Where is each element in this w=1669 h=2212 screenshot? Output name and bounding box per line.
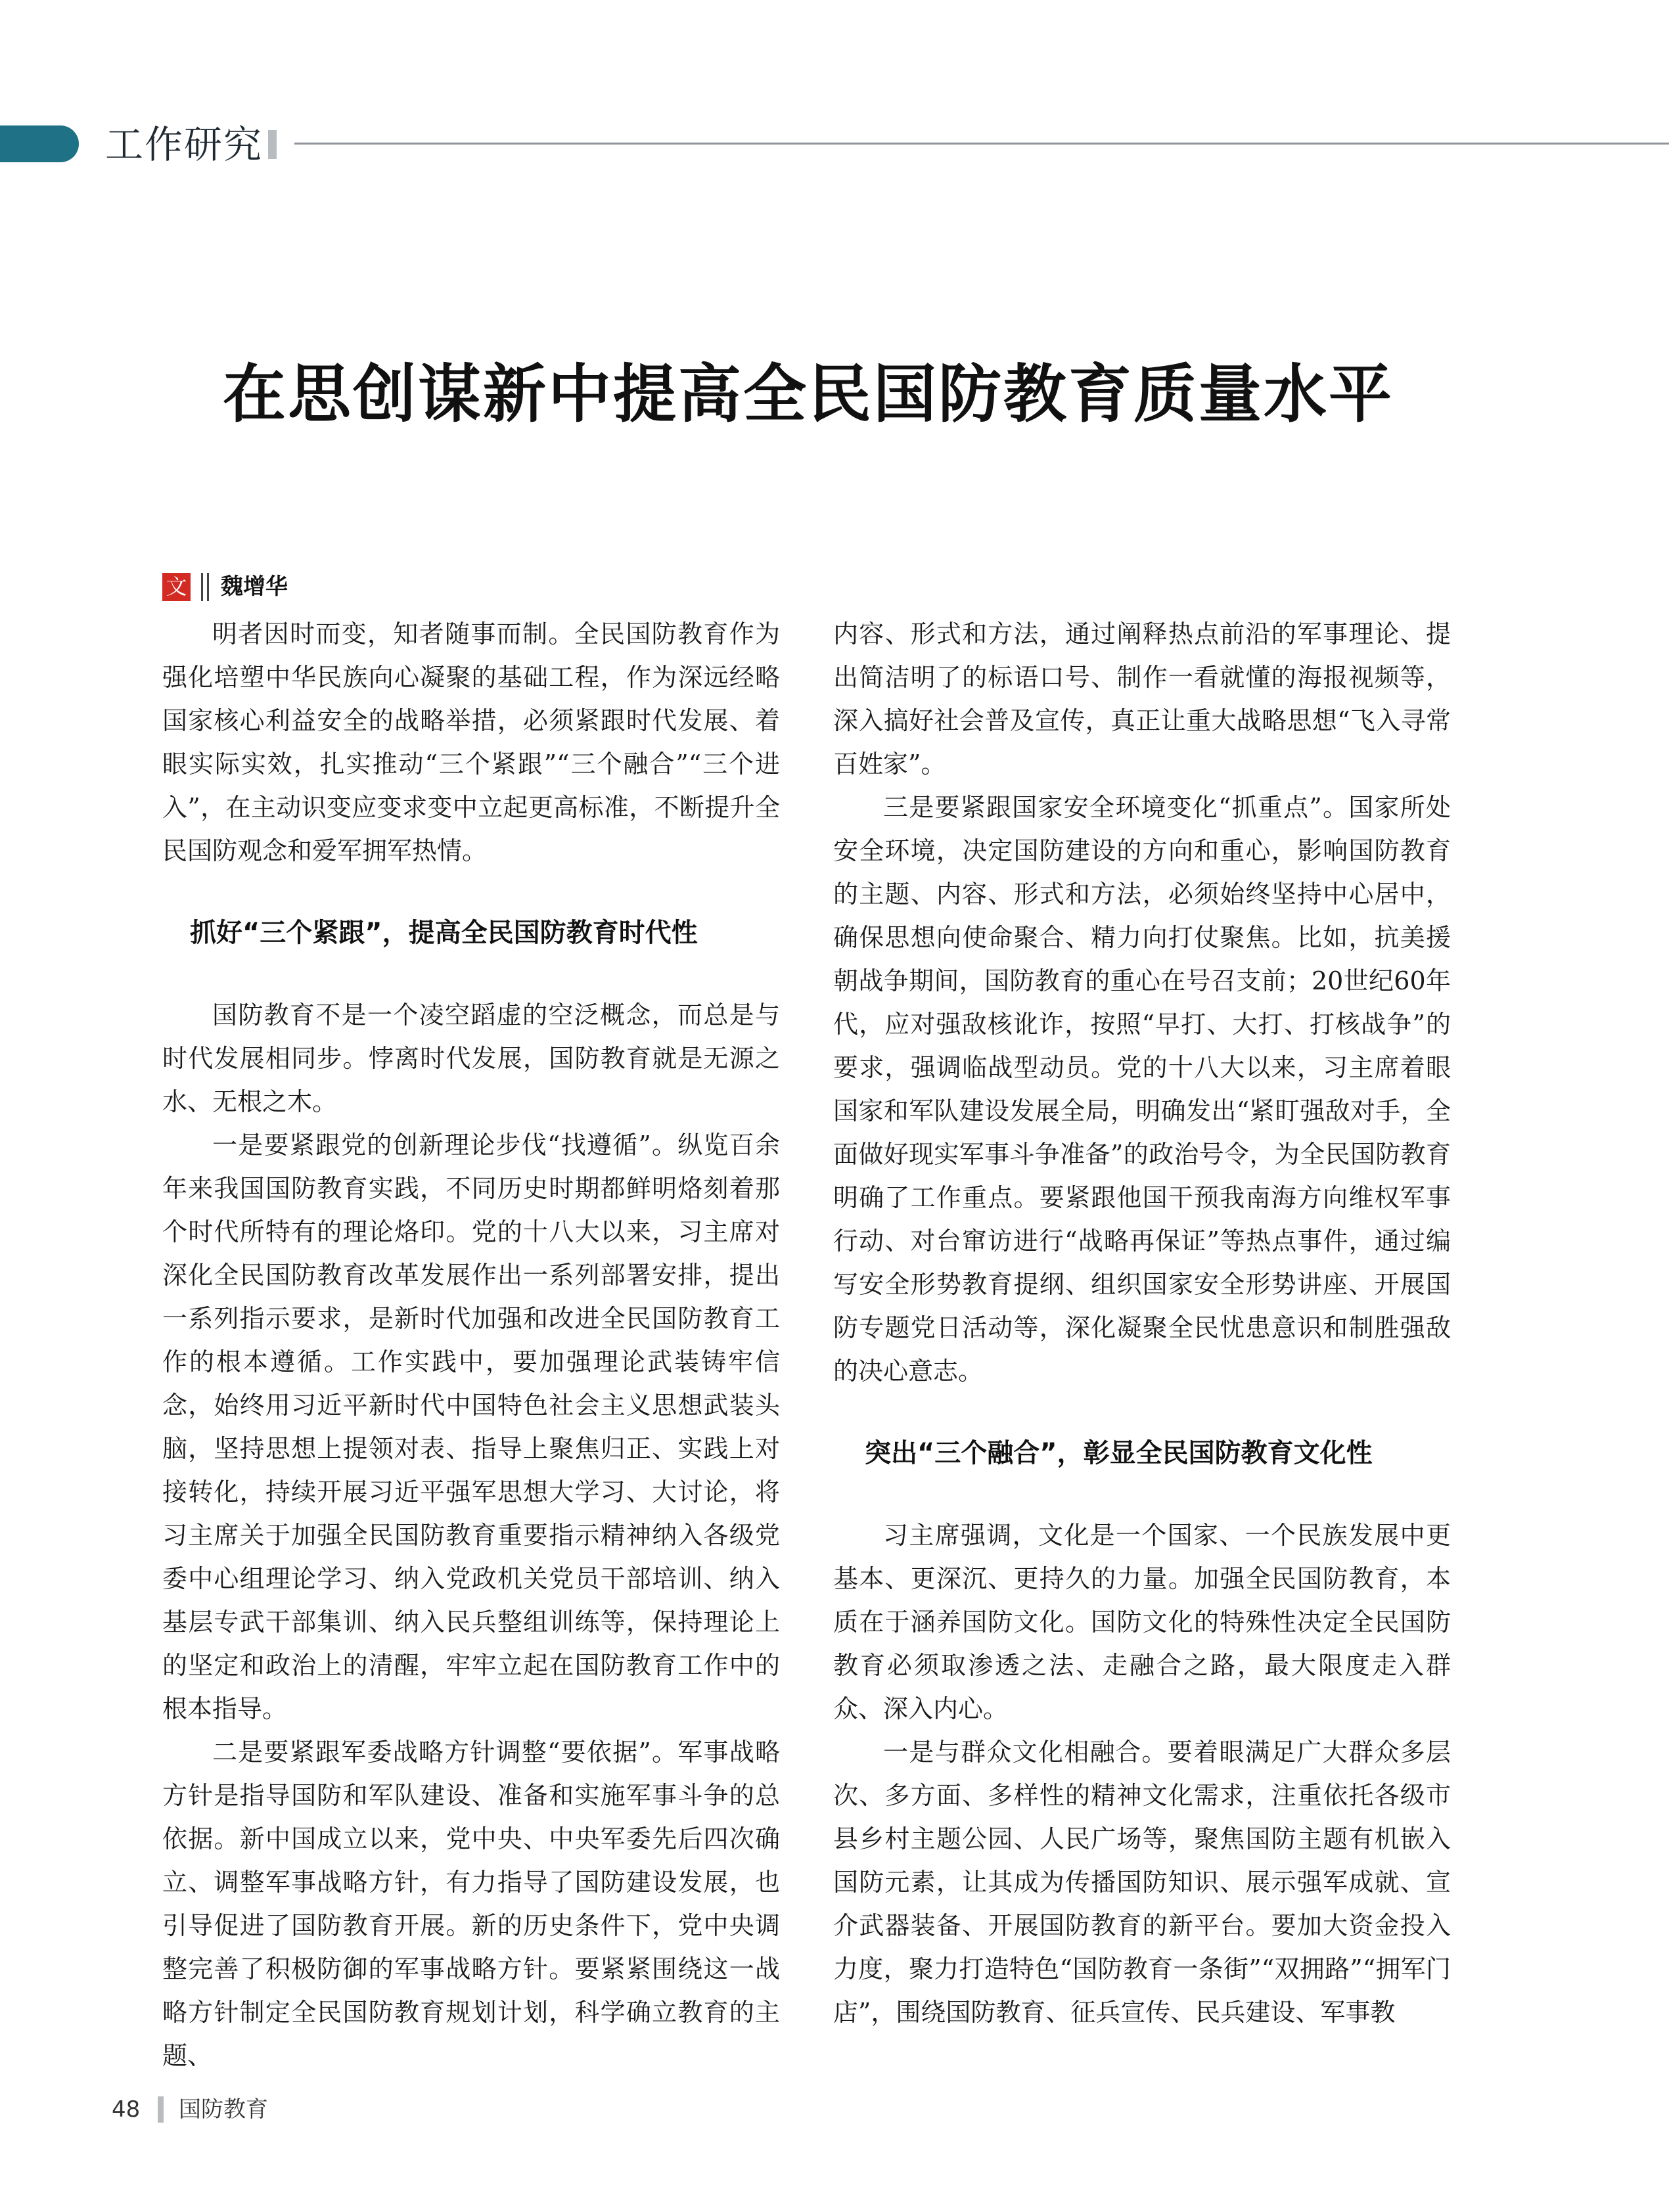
page-number: 48 xyxy=(112,2096,141,2123)
body-paragraph: 二是要紧跟军委战略方针调整“要依据”。军事战略方针是指导国防和军队建设、准备和实施军事斗争的总依据。新中国成立以来，党中央、中央军委先后四次确立、调整军事战略方针，有力指导了国防建设发展，也引导促进了国防教育开展。新的历史条件下，党中央调整完善了积极防御的军事战略方针。要紧紧围绕这一战略方针制定全民国防教育规划计划，科学确立教育的主题、 xyxy=(162,1738,780,2070)
section-heading-2: 突出“三个融合”，彰显全民国防教育文化性 xyxy=(865,1438,1373,1468)
journal-name: 国防教育 xyxy=(179,2096,268,2123)
body-paragraph: 国防教育不是一个凌空蹈虚的空泛概念，而总是与时代发展相同步。悖离时代发展，国防教育就是无源之水、无根之木。 xyxy=(162,1001,780,1116)
header-divider-bar xyxy=(268,130,277,159)
section-heading-1: 抓好“三个紧跟”，提高全民国防教育时代性 xyxy=(190,918,698,948)
byline-separator xyxy=(201,573,209,601)
left-column xyxy=(162,612,780,2077)
body-paragraph-continued: 内容、形式和方法，通过阐释热点前沿的军事理论、提出简洁明了的标语口号、制作一看就懂的海报视频等，深入搞好社会普及宣传，真正让重大战略思想“飞入寻常百姓家”。 xyxy=(833,620,1451,779)
header-accent-tab xyxy=(0,125,79,162)
intro-paragraph: 明者因时而变，知者随事而制。全民国防教育作为强化培塑中华民族向心凝聚的基础工程，作为深远经略国家核心利益安全的战略举措，必须紧跟时代发展、着眼实际实效，扎实推动“三个紧跟”“三个融合”“三个进入”，在主动识变应变求变中立起更高标准，不断提升全民国防观念和爱军拥军热情。 xyxy=(162,620,780,865)
article-title: 在思创谋新中提高全民国防教育质量水平 xyxy=(223,357,1394,431)
body-paragraph: 三是要紧跟国家安全环境变化“抓重点”。国家所处安全环境，决定国防建设的方向和重心，影响国防教育的主题、内容、形式和方法，必须始终坚持中心居中，确保思想向使命聚合、精力向打仗聚焦。比如，抗美援朝战争期间，国防教育的重心在号召支前；20世纪60年代，应对强敌核讹诈，按照“早打、大打、打核战争”的要求，强调临战型动员。党的十八大以来，习主席着眼国家和军队建设发展全局，明确发出“紧盯强敌对手，全面做好现实军事斗争准备”的政治号令，为全民国防教育明确了工作重点。要紧跟他国干预我南海方向维权军事行动、对台窜访进行“战略再保证”等热点事件，通过编写安全形势教育提纲、组织国家安全形势讲座、开展国防专题党日活动等，深化凝聚全民忧患意识和制胜强敌的决心意志。 xyxy=(833,793,1451,1386)
footer-divider-bar xyxy=(158,2096,164,2123)
body-paragraph: 一是要紧跟党的创新理论步伐“找遵循”。纵览百余年来我国国防教育实践，不同历史时期都鲜明烙刻着那个时代所特有的理论烙印。党的十八大以来，习主席对深化全民国防教育改革发展作出一系列部署安排，提出一系列指示要求，是新时代加强和改进全民国防教育工作的根本遵循。工作实践中，要加强理论武装铸牢信念，始终用习近平新时代中国特色社会主义思想武装头脑，坚持思想上提领对表、指导上聚焦归正、实践上对接转化，持续开展习近平强军思想大学习、大讨论，将习主席关于加强全民国防教育重要指示精神纳入各级党委中心组理论学习、纳入党政机关党员干部培训、纳入基层专武干部集训、纳入民兵整组训练等，保持理论上的坚定和政治上的清醒，牢牢立起在国防教育工作中的根本指导。 xyxy=(162,1131,780,1723)
author-name: 魏增华 xyxy=(221,574,288,600)
header-rule xyxy=(294,143,1669,145)
byline-tag: 文 xyxy=(162,573,191,601)
section-label: 工作研究 xyxy=(105,122,263,167)
right-column xyxy=(833,612,1451,2034)
body-paragraph: 一是与群众文化相融合。要着眼满足广大群众多层次、多方面、多样性的精神文化需求，注重依托各级市县乡村主题公园、人民广场等，聚焦国防主题有机嵌入国防元素，让其成为传播国防知识、展示强军成就、宣介武器装备、开展国防教育的新平台。要加大资金投入力度，聚力打造特色“国防教育一条街”“双拥路”“拥军门店”，围绕国防教育、征兵宣传、民兵建设、军事教 xyxy=(833,1738,1451,2027)
body-paragraph: 习主席强调，文化是一个国家、一个民族发展中更基本、更深沉、更持久的力量。加强全民国防教育，本质在于涵养国防文化。国防文化的特殊性决定全民国防教育必须取渗透之法、走融合之路，最大限度走入群众、深入内心。 xyxy=(833,1521,1451,1723)
